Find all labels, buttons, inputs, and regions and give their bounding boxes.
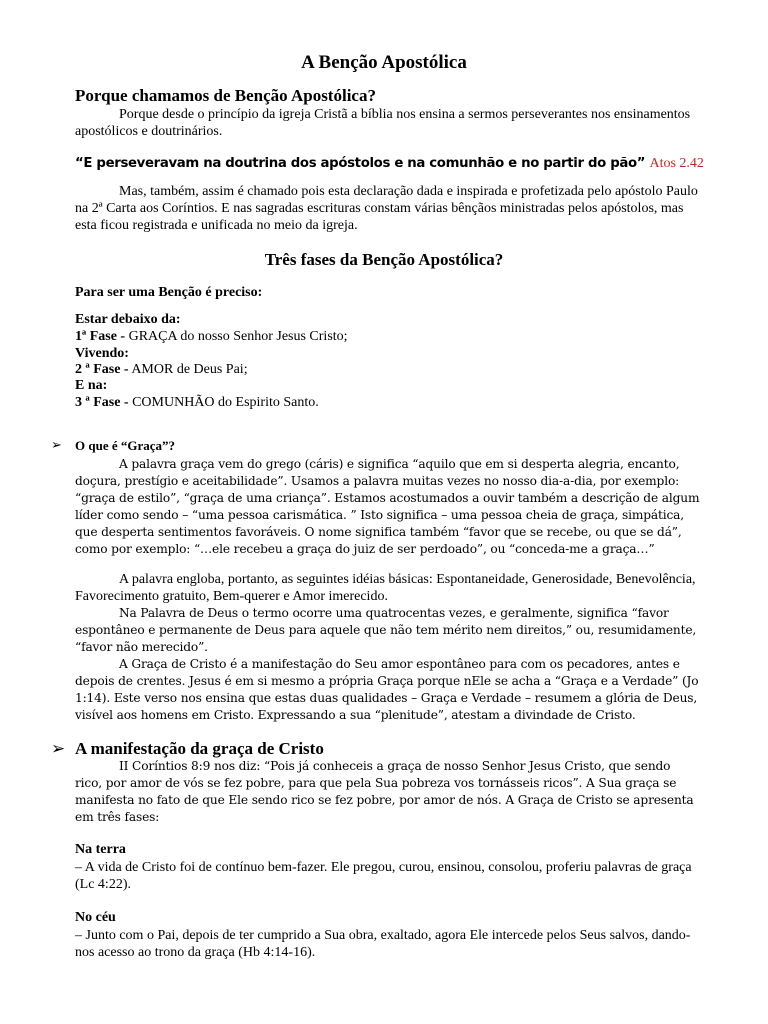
bible-quote bbox=[75, 156, 704, 172]
paragraph-manifestation: II Coríntios 8:9 nos diz: “Pois já conheceis a graça de nosso Senhor Jesus Cristo, que sendo rico, por amor de vós se fez pobre, para que pela Sua pobreza vos tornásseis ricos”. A Sua graça se manifesta no fato de que Ele sendo rico se fez pobre, por amor de nós. A Graça de Cristo se apresenta em três fases: bbox=[75, 759, 694, 824]
phase-2 bbox=[75, 361, 248, 378]
quote-reference: Atos 2.42 bbox=[649, 156, 704, 171]
phase-2-text: AMOR de Deus Pai; bbox=[131, 362, 248, 377]
subheading-heaven: No céu bbox=[75, 910, 116, 925]
phase-label-3: E na: bbox=[75, 378, 108, 393]
subheading-earth: Na terra bbox=[75, 842, 126, 857]
section-heading-phases: Três fases da Benção Apostólica? bbox=[264, 250, 504, 269]
section-heading-manifestation: A manifestação da graça de Cristo bbox=[75, 739, 324, 758]
phase-1-label: 1ª Fase - bbox=[75, 329, 126, 344]
phase-2-label: 2 ª Fase - bbox=[75, 362, 129, 377]
phases-intro: Para ser uma Benção é preciso: bbox=[75, 285, 263, 300]
phase-1-text: GRAÇA do nosso Senhor Jesus Cristo; bbox=[128, 329, 348, 344]
paragraph-grace-1: A palavra graça vem do grego (cáris) e significa “aquilo que em si desperta alegria, encanto, doçura, prestígio e aceitabilidade”. Usamos a palavra muitas vezes no nosso dia-a-dia, por exemplo: “graça de estilo”, “graça de uma criança”. Estamos acostumados a ouvir também a descrição de algum líder como sendo – “uma pessoa carismática. ” Isto significa – uma pessoa cheia de graça, simpática, que desperta sentimentos favoráveis. O nome significa também “favor que se recebe, ou que se dá”, como por exemplo: “…ele recebeu a graça do juiz de ser perdoado”, ou “conceda-me a graça…” bbox=[75, 457, 700, 556]
phase-3-label: 3 ª Fase - bbox=[75, 395, 129, 410]
phase-3-text: COMUNHÃO do Espirito Santo. bbox=[132, 395, 319, 410]
paragraph-explanation: Mas, também, assim é chamado pois esta declaração dada e inspirada e profetizada pelo apóstolo Paulo na 2ª Carta aos Coríntios. E nas sagradas escrituras constam várias bênçãos ministradas pelos apóstolos, mas esta ficou registrada e unificada no meio da igreja. bbox=[75, 184, 698, 233]
paragraph-intro: Porque desde o princípio da igreja Cristã a bíblia nos ensina a sermos perseverantes nos ensinamentos apostólicos e doutrinários. bbox=[75, 107, 691, 139]
section-heading-grace: O que é “Graça”? bbox=[75, 438, 176, 453]
paragraph-grace-4: A Graça de Cristo é a manifestação do Seu amor espontâneo para com os pecadores, antes e depois de crentes. Jesus é em si mesmo a própria Graça porque nEle se acha a “Graça e a Verdade” (Jo 1:14). Este verso nos ensina que estas duas qualidades – Graça e Verdade – resumem a glória de Deus, visível aos homens em Cristo. Expressando a sua “plenitude”, atestam a divindade de Cristo. bbox=[75, 657, 699, 722]
paragraph-earth: – A vida de Cristo foi de contínuo bem-fazer. Ele pregou, curou, ensinou, consolou, proferiu palavras de graça (Lc 4:22). bbox=[75, 860, 692, 892]
section-heading-why: Porque chamamos de Benção Apostólica? bbox=[75, 86, 376, 105]
paragraph-grace-3: Na Palavra de Deus o termo ocorre uma quatrocentas vezes, e geralmente, significa “favor espontâneo e permanente de Deus para aquele que não tem mérito nem direitos,” ou, resumidamente, “favor não merecido”. bbox=[75, 606, 697, 654]
paragraph-heaven: – Junto com o Pai, depois de ter cumprido a Sua obra, exaltado, agora Ele intercede pelos Seus salvos, dando-nos acesso ao trono da graça (Hb 4:14-16). bbox=[75, 928, 691, 960]
arrow-bullet-icon: ➢ bbox=[51, 437, 62, 452]
paragraph-grace-2: A palavra engloba, portanto, as seguintes idéias básicas: Espontaneidade, Generosidade, Benevolência, Favorecimento gratuito, Bem-querer e Amor imerecido. bbox=[75, 572, 696, 604]
document-title: A Benção Apostólica bbox=[301, 52, 467, 73]
arrow-bullet-icon: ➢ bbox=[51, 739, 66, 758]
phase-1 bbox=[75, 328, 348, 345]
phase-label-1: Estar debaixo da: bbox=[75, 312, 181, 327]
quote-text: “E perseveravam na doutrina dos apóstolos e na comunhão e no partir do pão” bbox=[75, 156, 646, 171]
phase-3 bbox=[75, 394, 319, 411]
phase-label-2: Vivendo: bbox=[75, 346, 129, 361]
